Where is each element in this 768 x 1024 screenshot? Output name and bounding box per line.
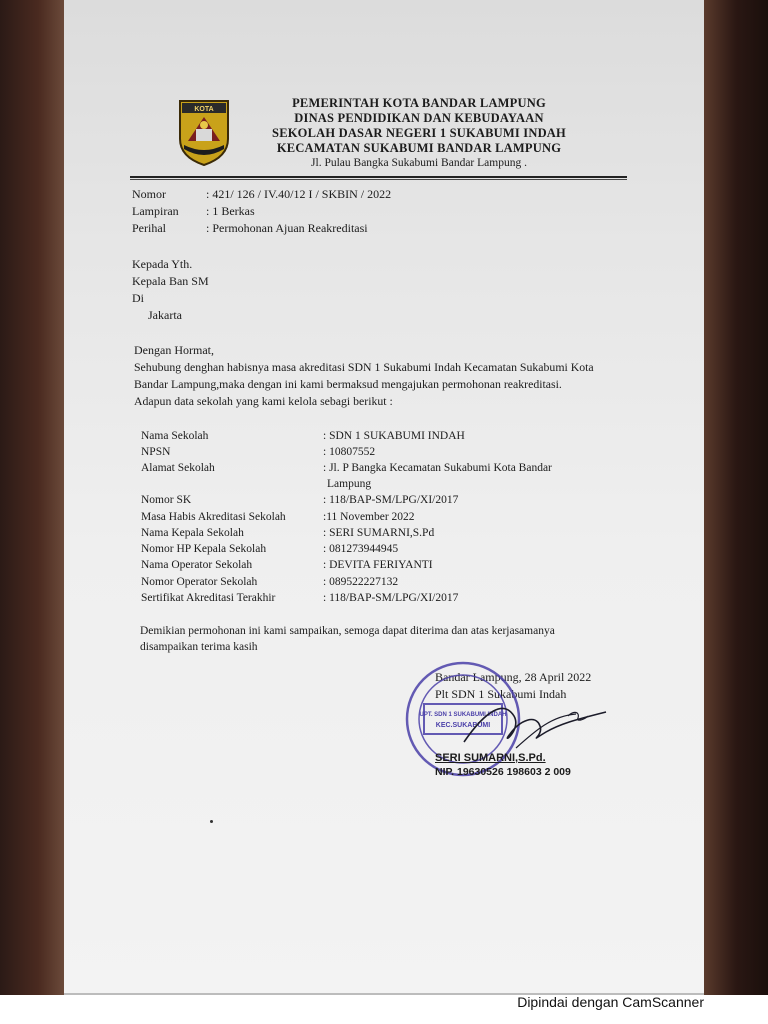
handwritten-signature-icon	[456, 690, 616, 760]
school-data-key: Masa Habis Akreditasi Sekolah	[141, 511, 286, 523]
meta-key: Nomor	[132, 187, 166, 201]
school-data-value: : SERI SUMARNI,S.Pd	[323, 527, 435, 539]
signature-place-date: Bandar Lampung, 28 April 2022	[435, 670, 592, 684]
school-data-value: :11 November 2022	[323, 511, 415, 523]
school-data-key: Nomor Operator Sekolah	[141, 576, 258, 588]
meta-key: Perihal	[132, 221, 166, 235]
signature-name: SERI SUMARNI,S.Pd.	[435, 752, 546, 764]
school-data-key: Nama Kepala Sekolah	[141, 527, 244, 539]
letterhead-rule	[130, 176, 627, 178]
recipient-line-2: Kepala Ban SM	[132, 274, 209, 288]
recipient-line-3: Di	[132, 291, 144, 305]
school-data-value-continued: Lampung	[327, 478, 372, 490]
recipient-line-4: Jakarta	[148, 308, 182, 322]
closing-line-2: disampaikan terima kasih	[140, 641, 258, 653]
school-data-key: Nama Operator Sekolah	[141, 559, 253, 571]
school-data-value: : SDN 1 SUKABUMI INDAH	[323, 430, 465, 442]
school-data-value: : 10807552	[323, 446, 376, 458]
school-data-key: Nomor HP Kepala Sekolah	[141, 543, 267, 555]
school-data-value: : 089522227132	[323, 576, 399, 588]
stamp-inner-line-1: UPT. SDN 1 SUKABUMI INDAH	[419, 712, 507, 718]
meta-value: : 1 Berkas	[206, 204, 255, 218]
letterhead-line-2: DINAS PENDIDIKAN DAN KEBUDAYAAN	[294, 111, 544, 125]
school-data-key: Sertifikat Akreditasi Terakhir	[141, 592, 276, 604]
photo-background-left	[0, 0, 64, 995]
school-data-value: : 081273944945	[323, 543, 399, 555]
crest-top-text: KOTA	[194, 106, 214, 113]
recipient-line-1: Kepada Yth.	[132, 257, 193, 271]
school-data-value: : 118/BAP-SM/LPG/XI/2017	[323, 494, 459, 506]
photo-background-right	[704, 0, 768, 995]
school-data-key: Alamat Sekolah	[141, 462, 215, 474]
letter-page	[64, 0, 704, 993]
letterhead-line-3: SEKOLAH DASAR NEGERI 1 SUKABUMI INDAH	[272, 126, 566, 140]
signature-position: Plt SDN 1 Sukabumi Indah	[435, 687, 567, 701]
stamp-inner-line-2: KEC.SUKABUMI	[435, 722, 491, 729]
letterhead-line-4: KECAMATAN SUKABUMI BANDAR LAMPUNG	[276, 141, 562, 155]
school-data-value: : DEVITA FERIYANTI	[323, 559, 433, 571]
school-data-value: : Jl. P Bangka Kecamatan Sukabumi Kota Bandar	[323, 462, 552, 474]
meta-value: : Permohonan Ajuan Reakreditasi	[206, 221, 368, 235]
meta-value: : 421/ 126 / IV.40/12 I / SKBIN / 2022	[206, 187, 392, 201]
meta-key: Lampiran	[132, 204, 179, 218]
paragraph-line-1: Sehubung denghan habisnya masa akreditasi SDN 1 Sukabumi Indah Kecamatan Sukabumi Kota	[134, 360, 594, 374]
letterhead	[224, 96, 614, 171]
paragraph-line-3: Adapun data sekolah yang kami kelola sebagi berikut :	[134, 394, 393, 408]
closing-line-1: Demikian permohonan ini kami sampaikan, semoga dapat diterima dan atas kerjasamanya	[140, 625, 555, 637]
paper-speck	[210, 820, 213, 823]
school-data-value: : 118/BAP-SM/LPG/XI/2017	[323, 592, 459, 604]
greeting: Dengan Hormat,	[134, 343, 214, 357]
letterhead-line-1: PEMERINTAH KOTA BANDAR LAMPUNG	[292, 96, 546, 110]
scanner-watermark: Dipindai dengan CamScanner	[517, 994, 704, 1010]
letterhead-address: Jl. Pulau Bangka Sukabumi Bandar Lampung .	[311, 157, 527, 169]
signature-nip: NIP. 19630526 198603 2 009	[435, 766, 571, 778]
paragraph-line-2: Bandar Lampung,maka dengan ini kami bermaksud mengajukan permohonan reakreditasi.	[134, 377, 562, 391]
school-data-key: NPSN	[141, 446, 171, 458]
letterhead-rule-thin	[130, 179, 627, 180]
school-data-key: Nama Sekolah	[141, 430, 209, 442]
school-data-key: Nomor SK	[141, 494, 192, 506]
